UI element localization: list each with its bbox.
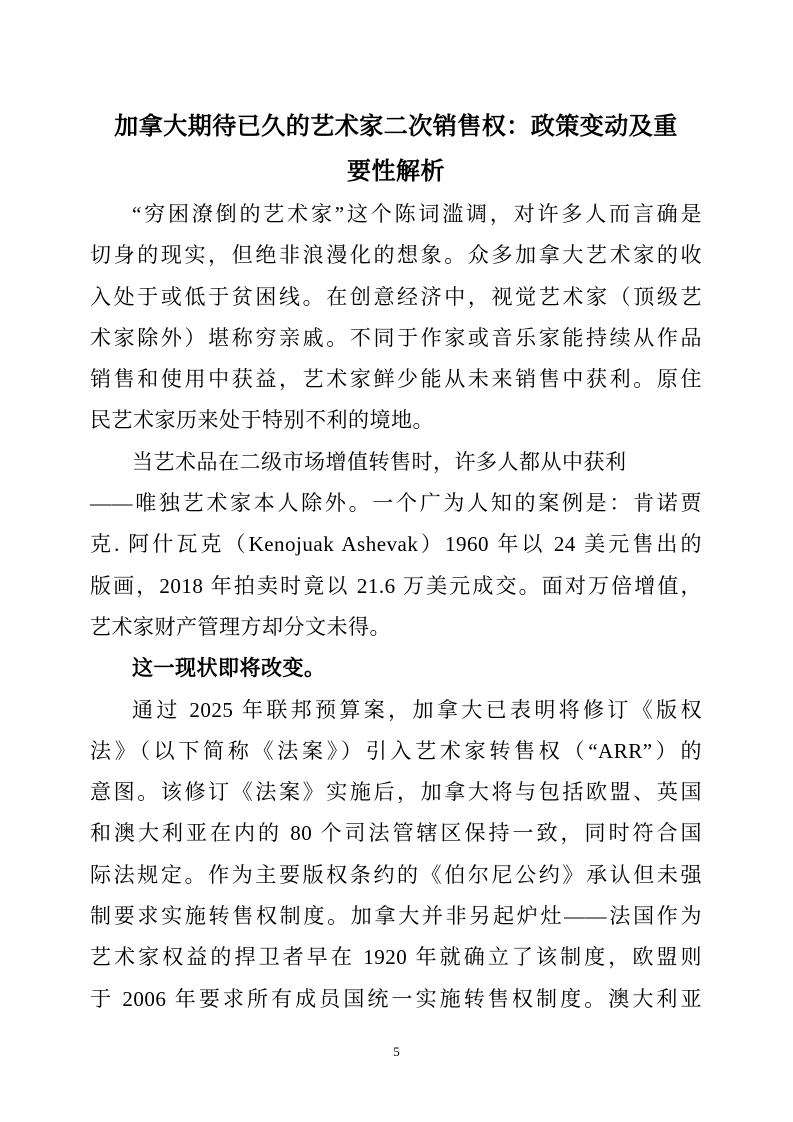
- paragraph-line-emphasis: 这一现状即将改变。: [132, 656, 326, 681]
- paragraph-line: 和澳大利亚在内的 80 个司法管辖区保持一致，同时符合国: [90, 821, 702, 846]
- paragraph-line: 民艺术家历来处于特别不利的境地。: [90, 408, 434, 433]
- paragraph-line: 意图。该修订《法案》实施后，加拿大将与包括欧盟、英国: [90, 780, 702, 805]
- document-body: [90, 194, 702, 1020]
- paragraph-line: 通过 2025 年联邦预算案，加拿大已表明将修订《版权: [132, 697, 702, 722]
- paragraph-line: 于 2006 年要求所有成员国统一实施转售权制度。澳大利亚: [90, 986, 702, 1011]
- paragraph: [90, 194, 702, 442]
- page-number: 5: [393, 1044, 400, 1059]
- document-title: [90, 104, 702, 194]
- paragraph-line: 术家除外）堪称穷亲戚。不同于作家或音乐家能持续从作品: [90, 325, 702, 350]
- paragraph: [90, 648, 702, 689]
- paragraph-line: 切身的现实，但绝非浪漫化的想象。众多加拿大艺术家的收: [90, 243, 702, 268]
- paragraph-line: 制要求实施转售权制度。加拿大并非另起炉灶——法国作为: [90, 904, 702, 929]
- page-content: [90, 104, 702, 1020]
- paragraph-line: 版画，2018 年拍卖时竟以 21.6 万美元成交。面对万倍增值，: [90, 573, 702, 598]
- paragraph: [90, 442, 702, 648]
- title-line: 要性解析: [347, 158, 445, 185]
- paragraph-line: 销售和使用中获益，艺术家鲜少能从未来销售中获利。原住: [90, 367, 702, 392]
- paragraph-line: 艺术家权益的捍卫者早在 1920 年就确立了该制度，欧盟则: [90, 945, 702, 970]
- paragraph: [90, 690, 702, 1020]
- title-line: 加拿大期待已久的艺术家二次销售权：政策变动及重: [114, 113, 678, 140]
- paragraph-line: 际法规定。作为主要版权条约的《伯尔尼公约》承认但未强: [90, 862, 702, 887]
- paragraph-line: 当艺术品在二级市场增值转售时，许多人都从中获利: [132, 449, 627, 474]
- paragraph-line: 艺术家财产管理方却分文未得。: [90, 614, 391, 639]
- paragraph-line: ——唯独艺术家本人除外。一个广为人知的案例是：肯诺贾: [90, 491, 702, 516]
- paragraph-line: “穷困潦倒的艺术家”这个陈词滥调，对许多人而言确是: [132, 202, 702, 226]
- paragraph-line: 法》（以下简称《法案》）引入艺术家转售权（“ARR”）的: [90, 738, 702, 763]
- paragraph-line: 克. 阿什瓦克（Kenojuak Ashevak）1960 年以 24 美元售出的: [90, 532, 702, 557]
- paragraph-line: 入处于或低于贫困线。在创意经济中，视觉艺术家（顶级艺: [90, 284, 702, 309]
